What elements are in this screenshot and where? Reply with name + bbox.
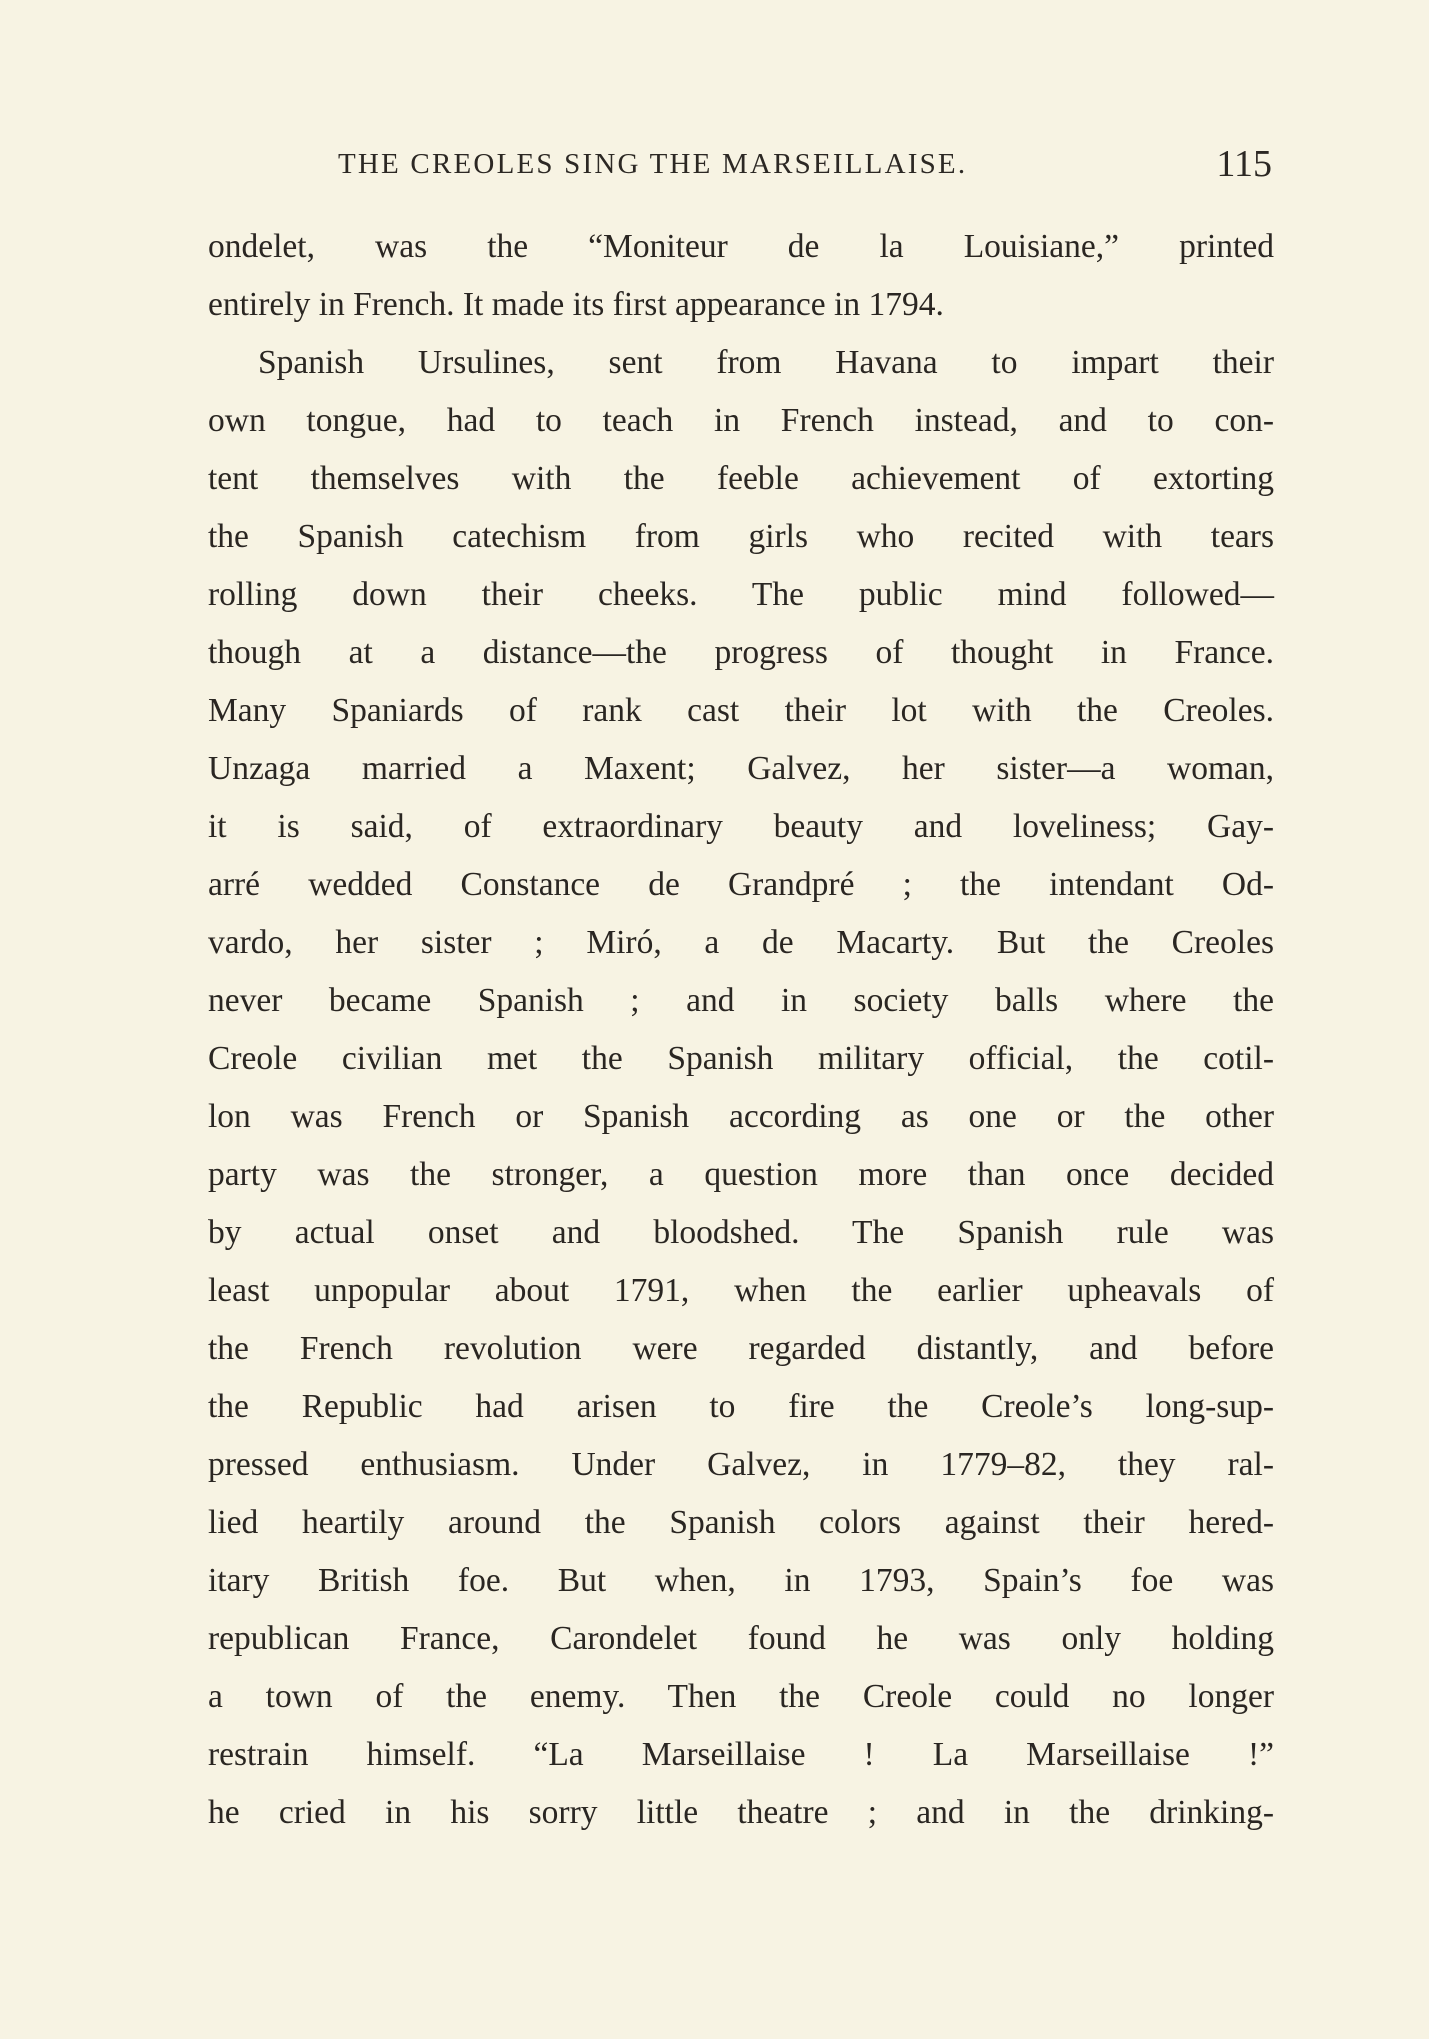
text-line: lied heartily around the Spanish colors against their hered- xyxy=(208,1504,1274,1541)
text-line: lon was French or Spanish according as one or the other xyxy=(208,1098,1274,1135)
text-line: arré wedded Constance de Grandpré ; the intendant Od- xyxy=(208,866,1274,903)
text-line: tent themselves with the feeble achievement of extorting xyxy=(208,460,1274,497)
text-line: itary British foe. But when, in 1793, Spain’s foe was xyxy=(208,1562,1274,1599)
text-line: rolling down their cheeks. The public mind followed— xyxy=(208,576,1274,613)
text-line: Creole civilian met the Spanish military official, the cotil- xyxy=(208,1040,1274,1077)
text-line: vardo, her sister ; Miró, a de Macarty. But the Creoles xyxy=(208,924,1274,961)
text-line: restrain himself. “La Marseillaise ! La Marseillaise !” xyxy=(208,1736,1274,1773)
text-line: never became Spanish ; and in society balls where the xyxy=(208,982,1274,1019)
text-line: Unzaga married a Maxent; Galvez, her sister—a woman, xyxy=(208,750,1274,787)
running-head-title: THE CREOLES SING THE MARSEILLAISE. xyxy=(338,148,968,180)
text-line: though at a distance—the progress of thought in France. xyxy=(208,634,1274,671)
text-line: ondelet, was the “Moniteur de la Louisiane,” printed xyxy=(208,228,1274,265)
text-line: least unpopular about 1791, when the earlier upheavals of xyxy=(208,1272,1274,1309)
text-line: he cried in his sorry little theatre ; and in the drinking- xyxy=(208,1794,1274,1831)
text-line: the Republic had arisen to fire the Creole’s long-sup- xyxy=(208,1388,1274,1425)
text-line: the Spanish catechism from girls who recited with tears xyxy=(208,518,1274,555)
text-line: Many Spaniards of rank cast their lot with the Creoles. xyxy=(208,692,1274,729)
page-number: 115 xyxy=(1216,143,1272,185)
body-text xyxy=(208,218,1274,1842)
text-line: party was the stronger, a question more than once decided xyxy=(208,1156,1274,1193)
text-line: it is said, of extraordinary beauty and loveliness; Gay- xyxy=(208,808,1274,845)
text-line: pressed enthusiasm. Under Galvez, in 1779–82, they ral- xyxy=(208,1446,1274,1483)
text-line: entirely in French. It made its first appearance in 1794. xyxy=(208,286,944,323)
text-line: own tongue, had to teach in French instead, and to con- xyxy=(208,402,1274,439)
text-line: the French revolution were regarded distantly, and before xyxy=(208,1330,1274,1367)
text-line: Spanish Ursulines, sent from Havana to impart their xyxy=(258,344,1274,381)
text-line: by actual onset and bloodshed. The Spanish rule was xyxy=(208,1214,1274,1251)
running-head xyxy=(208,140,1278,188)
text-line: republican France, Carondelet found he was only holding xyxy=(208,1620,1274,1657)
text-line: a town of the enemy. Then the Creole could no longer xyxy=(208,1678,1274,1715)
